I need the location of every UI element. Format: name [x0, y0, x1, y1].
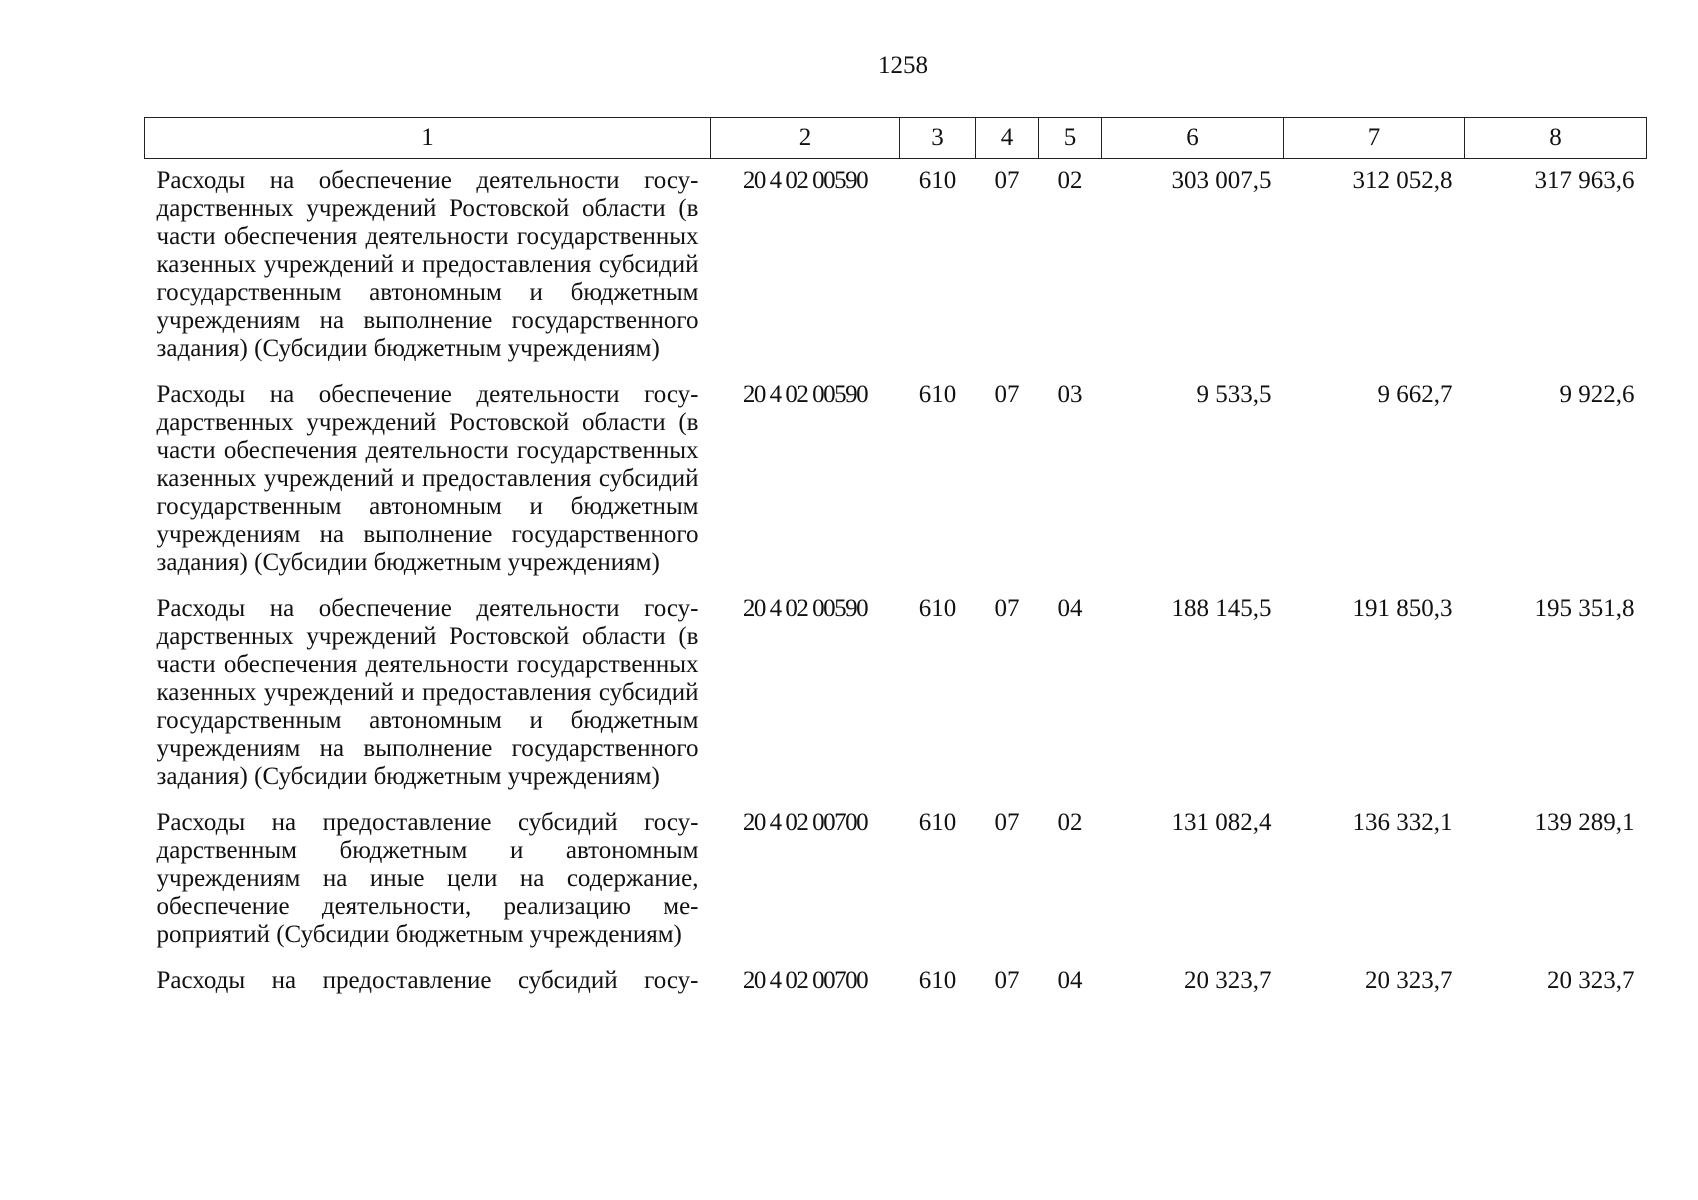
row-description: Расходы на обеспечение деятельности государственных учреждений Ростовской области (в части обеспечения деятельности государственных казенных учреждений и предоставления субсидий государственным автономным и бюджетным учреждениям на выполнение государственного задания) (Субсидии бюджетным учреждениям)	[156, 381, 699, 576]
section-code: 07	[994, 595, 1020, 622]
amount-col-6: 9 533,5	[1196, 381, 1272, 408]
column-header: 4	[976, 118, 1039, 159]
table-row	[145, 373, 1647, 587]
target-article-code: 20 4 02 00590	[742, 167, 868, 194]
page-number: 1258	[878, 52, 928, 79]
amount-col-8: 9 922,6	[1559, 381, 1635, 408]
amount-col-7: 191 850,3	[1352, 595, 1453, 622]
section-code: 07	[994, 167, 1020, 194]
table-header-row	[145, 118, 1647, 159]
table-row	[145, 801, 1647, 959]
column-header: 2	[711, 118, 900, 159]
target-article-code: 20 4 02 00590	[742, 595, 868, 622]
expense-type-code: 610	[918, 595, 957, 622]
amount-col-7: 312 052,8	[1352, 167, 1453, 194]
section-code: 07	[994, 967, 1020, 994]
subsection-code: 03	[1057, 381, 1083, 408]
subsection-code: 02	[1057, 167, 1083, 194]
column-header: 1	[145, 118, 711, 159]
amount-col-8: 139 289,1	[1534, 809, 1635, 836]
expense-type-code: 610	[918, 381, 957, 408]
table-row	[145, 587, 1647, 801]
amount-col-8: 20 323,7	[1547, 967, 1635, 994]
target-article-code: 20 4 02 00700	[742, 967, 868, 994]
row-description: Расходы на предоставление субсидий госу-	[156, 967, 699, 994]
row-description: Расходы на обеспечение деятельности государственных учреждений Ростовской области (в части обеспечения деятельности государственных казенных учреждений и предоставления субсидий государственным автономным и бюджетным учреждениям на выполнение государственного задания) (Субсидии бюджетным учреждениям)	[156, 595, 699, 790]
table-row	[145, 959, 1647, 1005]
column-header: 3	[900, 118, 976, 159]
column-header: 6	[1102, 118, 1284, 159]
column-header: 5	[1039, 118, 1102, 159]
amount-col-6: 131 082,4	[1171, 809, 1272, 836]
amount-col-8: 317 963,6	[1534, 167, 1635, 194]
row-description: Расходы на предоставление субсидий государственным бюджетным и автономным учреждениям на иные цели на содержание, обеспечение деятельности, реализацию мероприятий (Субсидии бюджетным учреждениям)	[156, 809, 699, 948]
amount-col-7: 136 332,1	[1352, 809, 1453, 836]
subsection-code: 04	[1057, 595, 1083, 622]
expense-type-code: 610	[918, 167, 957, 194]
subsection-code: 04	[1057, 967, 1083, 994]
amount-col-7: 9 662,7	[1377, 381, 1453, 408]
column-header: 7	[1284, 118, 1465, 159]
amount-col-8: 195 351,8	[1534, 595, 1635, 622]
budget-table	[144, 117, 1647, 1005]
amount-col-6: 188 145,5	[1171, 595, 1272, 622]
amount-col-7: 20 323,7	[1365, 967, 1453, 994]
section-code: 07	[994, 809, 1020, 836]
expense-type-code: 610	[918, 809, 957, 836]
amount-col-6: 303 007,5	[1171, 167, 1272, 194]
column-header: 8	[1465, 118, 1647, 159]
section-code: 07	[994, 381, 1020, 408]
amount-col-6: 20 323,7	[1184, 967, 1272, 994]
expense-type-code: 610	[918, 967, 957, 994]
table-row	[145, 159, 1647, 374]
target-article-code: 20 4 02 00700	[742, 809, 868, 836]
row-description: Расходы на обеспечение деятельности государственных учреждений Ростовской области (в части обеспечения деятельности государственных казенных учреждений и предоставления субсидий государственным автономным и бюджетным учреждениям на выполнение государственного задания) (Субсидии бюджетным учреждениям)	[156, 167, 699, 362]
subsection-code: 02	[1057, 809, 1083, 836]
target-article-code: 20 4 02 00590	[742, 381, 868, 408]
